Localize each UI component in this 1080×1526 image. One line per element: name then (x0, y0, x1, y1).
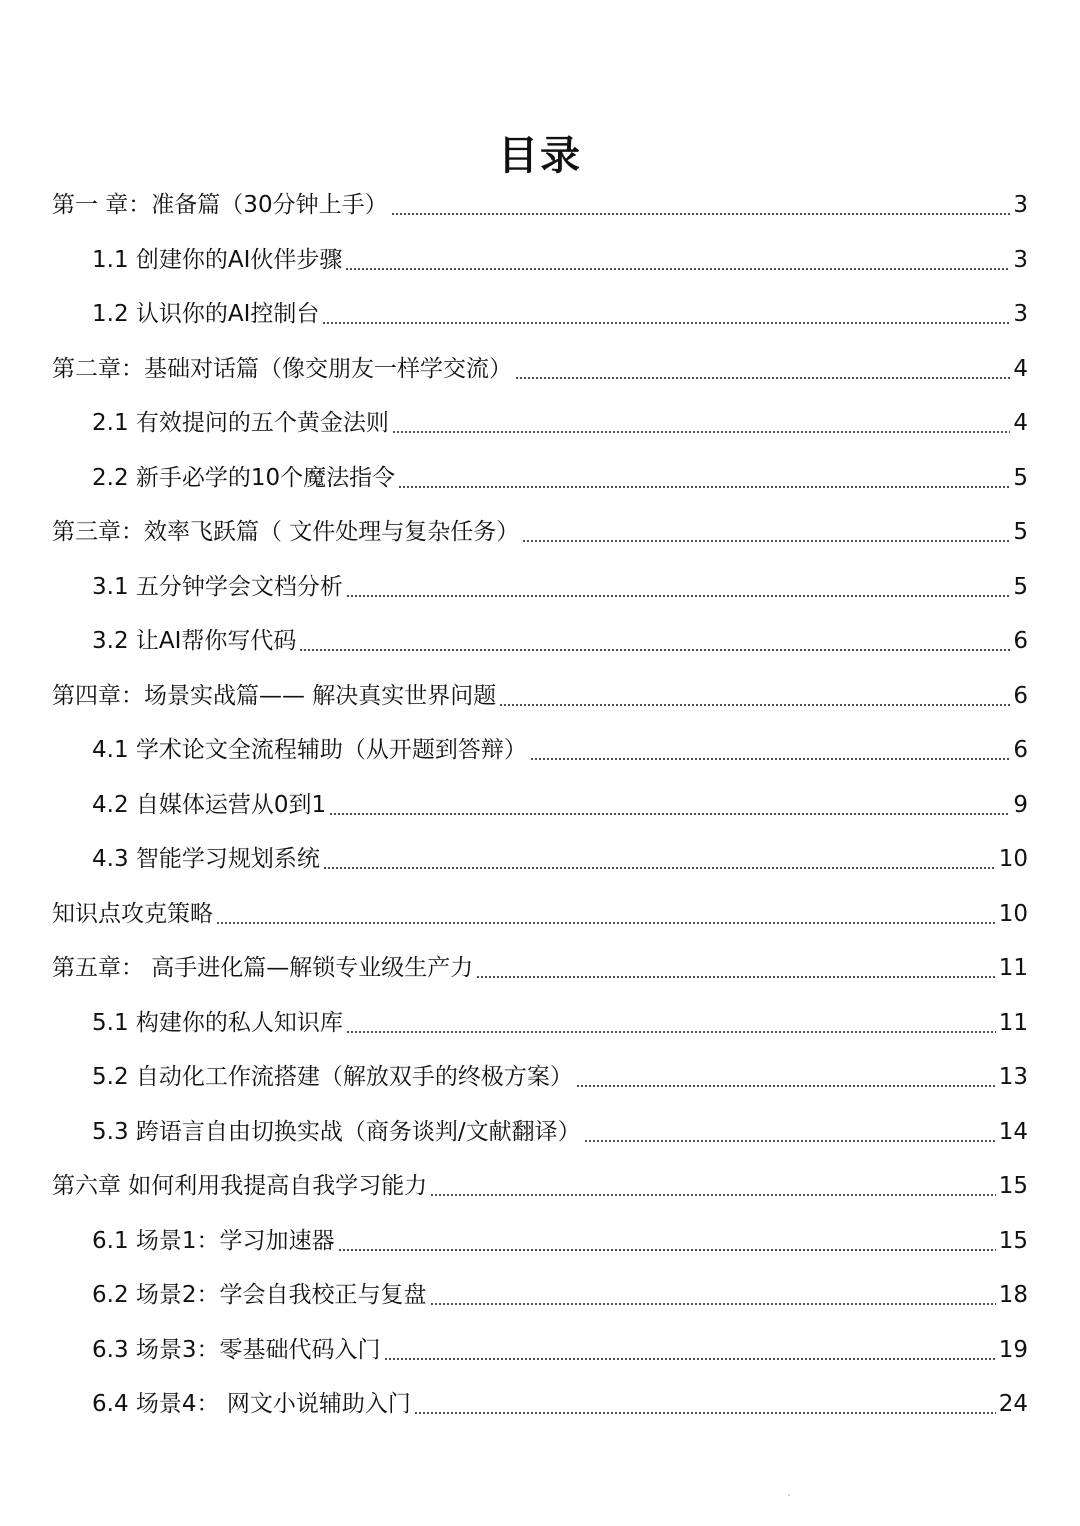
dot-leader (398, 486, 1010, 488)
toc-page-number: 5 (1013, 573, 1028, 600)
toc-entry[interactable] (0, 1323, 1080, 1378)
toc-entry[interactable] (0, 832, 1080, 887)
toc-entry[interactable] (0, 451, 1080, 506)
toc-entry-text: 5.1 构建你的私人知识库 (92, 1009, 343, 1036)
toc-page-number: 6 (1013, 682, 1028, 709)
toc-entry[interactable] (0, 1050, 1080, 1105)
dot-leader (299, 649, 1010, 651)
dot-leader (499, 704, 1010, 706)
toc-entry[interactable] (0, 614, 1080, 669)
dot-leader (323, 867, 996, 869)
toc-page-number: 11 (998, 955, 1028, 982)
toc-entry-text: 4.2 自媒体运营从0到1 (92, 791, 327, 818)
toc-entry-text: 第一 章：准备篇（30分钟上手） (52, 192, 388, 219)
dot-leader (584, 1140, 996, 1142)
page-title: 目录 (498, 133, 582, 179)
dot-leader (345, 268, 1010, 270)
toc-page-number: 15 (998, 1227, 1028, 1254)
toc-entry-text: 第五章： 高手进化篇—解锁专业级生产力 (52, 955, 474, 982)
toc-entry-text: 知识点攻克策略 (52, 900, 213, 927)
toc-entry-text: 5.3 跨语言自由切换实战（商务谈判/文献翻译） (92, 1118, 581, 1145)
toc-entry-text: 1.2 认识你的AI控制台 (92, 301, 320, 328)
scan-speck (788, 1494, 790, 1496)
toc-entry[interactable] (0, 505, 1080, 560)
toc-entry[interactable] (0, 723, 1080, 778)
dot-leader (346, 1031, 996, 1033)
toc-page-number: 6 (1013, 628, 1028, 655)
toc-entry[interactable] (0, 287, 1080, 342)
table-of-contents (0, 178, 1080, 1432)
toc-entry-text: 6.2 场景2：学会自我校正与复盘 (92, 1282, 427, 1309)
toc-page-number: 9 (1013, 791, 1028, 818)
toc-entry[interactable] (0, 1214, 1080, 1269)
dot-leader (392, 431, 1010, 433)
toc-entry[interactable] (0, 178, 1080, 233)
dot-leader (322, 322, 1010, 324)
dot-leader (346, 595, 1010, 597)
dot-leader (391, 213, 1011, 215)
toc-entry-text: 2.2 新手必学的10个魔法指令 (92, 464, 396, 491)
dot-leader (216, 922, 996, 924)
toc-entry-text: 4.1 学术论文全流程辅助（从开题到答辩） (92, 737, 527, 764)
toc-entry-text: 1.1 创建你的AI伙伴步骤 (92, 246, 343, 273)
toc-entry[interactable] (0, 941, 1080, 996)
toc-entry[interactable] (0, 996, 1080, 1051)
toc-entry-text: 6.3 场景3：零基础代码入门 (92, 1336, 381, 1363)
dot-leader (476, 976, 995, 978)
toc-entry-text: 6.1 场景1：学习加速器 (92, 1227, 335, 1254)
toc-entry-text: 4.3 智能学习规划系统 (92, 846, 320, 873)
toc-page-number: 10 (998, 900, 1028, 927)
toc-page-number: 24 (998, 1391, 1028, 1418)
toc-entry[interactable] (0, 1268, 1080, 1323)
toc-entry[interactable] (0, 1377, 1080, 1432)
toc-entry-text: 6.4 场景4： 网文小说辅助入门 (92, 1391, 411, 1418)
toc-page-number: 19 (998, 1336, 1028, 1363)
dot-leader (576, 1085, 996, 1087)
toc-page-number: 10 (998, 846, 1028, 873)
dot-leader (414, 1412, 996, 1414)
toc-entry[interactable] (0, 560, 1080, 615)
toc-entry[interactable] (0, 233, 1080, 288)
toc-entry[interactable] (0, 669, 1080, 724)
dot-leader (515, 377, 1010, 379)
dot-leader (338, 1249, 996, 1251)
toc-entry[interactable] (0, 1159, 1080, 1214)
toc-entry[interactable] (0, 342, 1080, 397)
toc-page-number: 13 (998, 1064, 1028, 1091)
toc-page-number: 14 (998, 1118, 1028, 1145)
toc-page-number: 3 (1013, 192, 1028, 219)
toc-entry-text: 第三章：效率飞跃篇（ 文件处理与复杂任务） (52, 519, 520, 546)
toc-entry-text: 2.1 有效提问的五个黄金法则 (92, 410, 389, 437)
toc-entry-text: 5.2 自动化工作流搭建（解放双手的终极方案） (92, 1064, 573, 1091)
toc-page-number: 3 (1013, 301, 1028, 328)
toc-entry[interactable] (0, 887, 1080, 942)
toc-entry-text: 3.1 五分钟学会文档分析 (92, 573, 343, 600)
toc-entry[interactable] (0, 396, 1080, 451)
dot-leader (384, 1358, 996, 1360)
toc-entry[interactable] (0, 778, 1080, 833)
toc-page-number: 15 (998, 1173, 1028, 1200)
toc-page-number: 3 (1013, 246, 1028, 273)
toc-entry[interactable] (0, 1105, 1080, 1160)
dot-leader (430, 1194, 995, 1196)
toc-page-number: 5 (1013, 464, 1028, 491)
toc-entry-text: 第四章：场景实战篇—— 解决真实世界问题 (52, 682, 497, 709)
toc-page-number: 5 (1013, 519, 1028, 546)
dot-leader (530, 758, 1010, 760)
toc-page-number: 4 (1013, 410, 1028, 437)
toc-entry-text: 第二章：基础对话篇（像交朋友一样学交流） (52, 355, 512, 382)
toc-entry-text: 3.2 让AI帮你写代码 (92, 628, 297, 655)
toc-entry-text: 第六章 如何利用我提高自我学习能力 (52, 1173, 428, 1200)
toc-page-number: 4 (1013, 355, 1028, 382)
toc-page-number: 6 (1013, 737, 1028, 764)
dot-leader (430, 1303, 996, 1305)
toc-page-number: 11 (998, 1009, 1028, 1036)
toc-page-number: 18 (998, 1282, 1028, 1309)
dot-leader (329, 813, 1010, 815)
dot-leader (522, 540, 1010, 542)
